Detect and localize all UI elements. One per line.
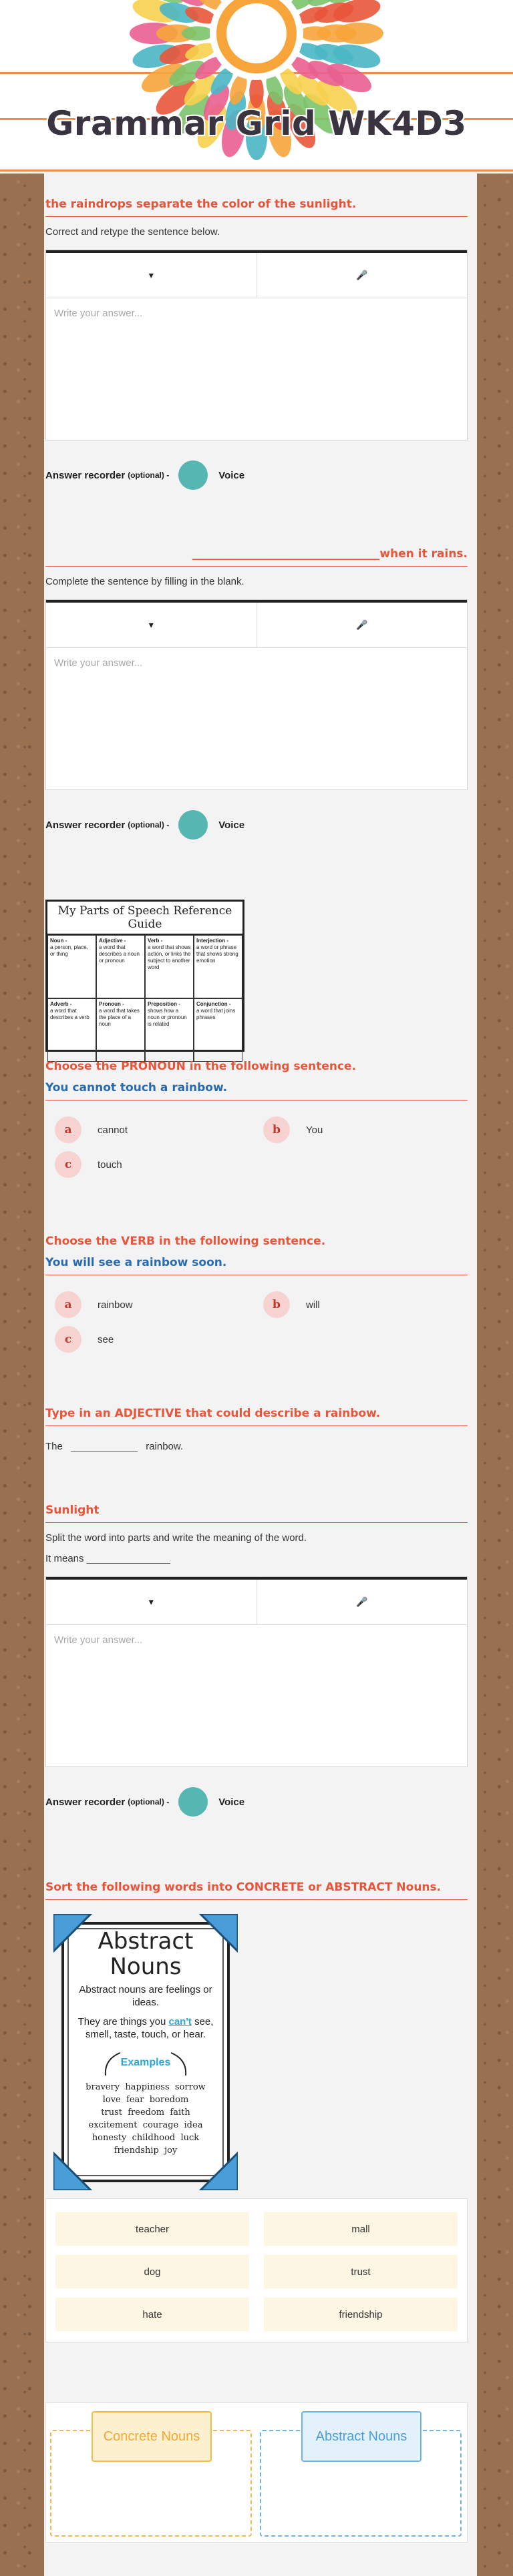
reference-cell: Adverb - a word that describes a verb [47,998,96,1062]
recorder-optional: (optional) - [128,820,170,830]
question-6-instruction: Split the word into parts and write the meaning of the word. [45,1532,307,1544]
answer-recorder-1 [45,460,477,490]
option-text: cannot [98,1124,128,1136]
answer-input-6[interactable]: Write your answer... [54,1634,143,1646]
record-button[interactable] [178,1787,208,1817]
recorder-voice-label: Voice [218,1796,245,1808]
sentence-before: The [45,1441,63,1452]
format-dropdown-button[interactable]: ▾ [46,253,257,298]
question-5 [44,1407,477,1452]
option-letter: b [263,1291,290,1318]
recorder-optional: (optional) - [128,1797,170,1807]
reference-grid [47,935,242,1063]
option-letter: a [55,1116,81,1143]
poster-definition: Abstract nouns are feelings or ideas. [79,1984,212,2008]
sort-word-bank [45,2198,468,2342]
option-text: will [306,1299,320,1311]
question-6-title: Sunlight [45,1504,468,1523]
answer-toolbar-6 [46,1577,467,1625]
drag-tile[interactable]: hate [55,2298,249,2331]
bucket-concrete-label: Concrete Nouns [92,2411,212,2462]
answer-box-1 [45,250,468,440]
microphone-button[interactable]: 🎤 [356,270,368,280]
question-1-instruction: Correct and retype the sentence below. [45,226,220,238]
answer-box-2 [45,599,468,790]
reference-cell: Interjection - a word or phrase that shows strong emotion [194,935,242,998]
drag-tile[interactable]: dog [55,2255,249,2288]
sort-buckets [45,2402,468,2543]
reference-cell: Adjective - a word that describes a noun or pronoun [96,935,145,998]
question-7-title: Sort the following words into CONCRETE or ABSTRACT Nouns. [45,1881,468,1900]
recorder-label: Answer recorder [45,469,126,481]
format-dropdown-button[interactable]: ▾ [46,603,257,647]
question-3-options [45,1112,468,1182]
answer-toolbar-1 [46,250,467,298]
poster-description: They are things you can't see, smell, taste, touch, or hear. [77,2016,214,2040]
answer-input-1[interactable]: Write your answer... [54,308,143,319]
answer-box-6 [45,1576,468,1767]
question-2-title: _________________________________when it rains. [45,547,468,567]
sentence-after: rainbow. [146,1441,184,1452]
option-text: rainbow [98,1299,133,1311]
recorder-label: Answer recorder [45,1796,126,1808]
answer-recorder-2 [45,810,477,840]
record-button[interactable] [178,810,208,840]
option-b[interactable] [263,1291,320,1318]
question-6-it-means: It means _______________ [45,1553,170,1564]
question-4-title: Choose the VERB in the following sentence. [45,1235,326,1248]
answer-recorder-6 [45,1787,477,1817]
question-4-sentence: You will see a rainbow soon. [45,1256,468,1275]
reference-cell: Preposition - shows how a noun or pronoun is related [145,998,194,1062]
option-c[interactable] [55,1326,114,1353]
question-3-sentence: You cannot touch a rainbow. [45,1081,468,1100]
bucket-abstract-label: Abstract Nouns [301,2411,421,2462]
poster-examples-label: Examples [120,2057,171,2068]
question-5-title: Type in an ADJECTIVE that could describe a rainbow. [45,1407,468,1426]
answer-input-2[interactable]: Write your answer... [54,657,143,669]
microphone-button[interactable]: 🎤 [356,619,368,630]
option-letter: b [263,1116,290,1143]
format-dropdown-button[interactable]: ▾ [46,1580,257,1624]
option-b[interactable] [263,1116,323,1143]
drag-tile[interactable]: friendship [264,2298,458,2331]
parts-of-speech-reference-image [45,900,244,1052]
adjective-blank-input[interactable] [71,1441,138,1452]
option-a[interactable] [55,1291,133,1318]
option-text: see [98,1333,114,1345]
mandala-petal-icon [249,76,264,108]
question-1-title: the raindrops separate the color of the sunlight. [45,198,468,217]
reference-cell: Conjunction - a word that joins phrases [194,998,242,1062]
option-c[interactable] [55,1151,122,1178]
question-3 [44,1060,477,1182]
recorder-label: Answer recorder [45,819,126,831]
microphone-button[interactable]: 🎤 [356,1596,368,1607]
option-letter: c [55,1151,81,1178]
worksheet [44,174,477,2576]
answer-toolbar-2 [46,600,467,648]
option-letter: c [55,1326,81,1353]
drag-tile[interactable]: mall [264,2212,458,2246]
question-6 [44,1504,477,1817]
mandala-petal-icon [182,26,214,41]
reference-title: My Parts of Speech Reference Guide [47,902,242,935]
reference-cell: Noun - a person, place, or thing [47,935,96,998]
bucket-abstract[interactable] [260,2430,462,2537]
question-5-sentence [45,1441,477,1452]
reference-cell: Verb - a word that shows action, or links the subject to another word [145,935,194,998]
option-letter: a [55,1291,81,1318]
poster-word-list: bravery happiness sorrow love fear boredom trust freedom faith excitement courage idea honesty childhood luck friendship joy [86,2082,206,2156]
option-text: You [306,1124,323,1136]
question-2-instruction: Complete the sentence by filling in the blank. [45,576,244,587]
page-header [0,0,513,174]
record-button[interactable] [178,460,208,490]
option-text: touch [98,1159,122,1171]
recorder-voice-label: Voice [218,819,245,831]
question-1 [44,198,477,490]
question-4 [44,1235,477,1357]
question-7 [44,1881,477,1900]
question-3-title: Choose the PRONOUN in the following sentence. [45,1060,357,1073]
mandala-petal-icon [299,26,331,41]
drag-tile[interactable]: teacher [55,2212,249,2246]
abstract-nouns-poster [53,1914,238,2190]
recorder-voice-label: Voice [218,469,245,481]
question-4-options [45,1287,468,1357]
drag-tile[interactable]: trust [264,2255,458,2288]
reference-cell: Pronoun - a word that takes the place of a noun [96,998,145,1062]
header-line-bottom [0,170,513,172]
poster-title: Abstract Nouns [98,1928,194,1980]
page-title: Grammar Grid WK4D3 [46,104,467,143]
recorder-optional: (optional) - [128,470,170,480]
option-a[interactable] [55,1116,128,1143]
question-2 [44,547,477,840]
bucket-concrete[interactable] [50,2430,252,2537]
